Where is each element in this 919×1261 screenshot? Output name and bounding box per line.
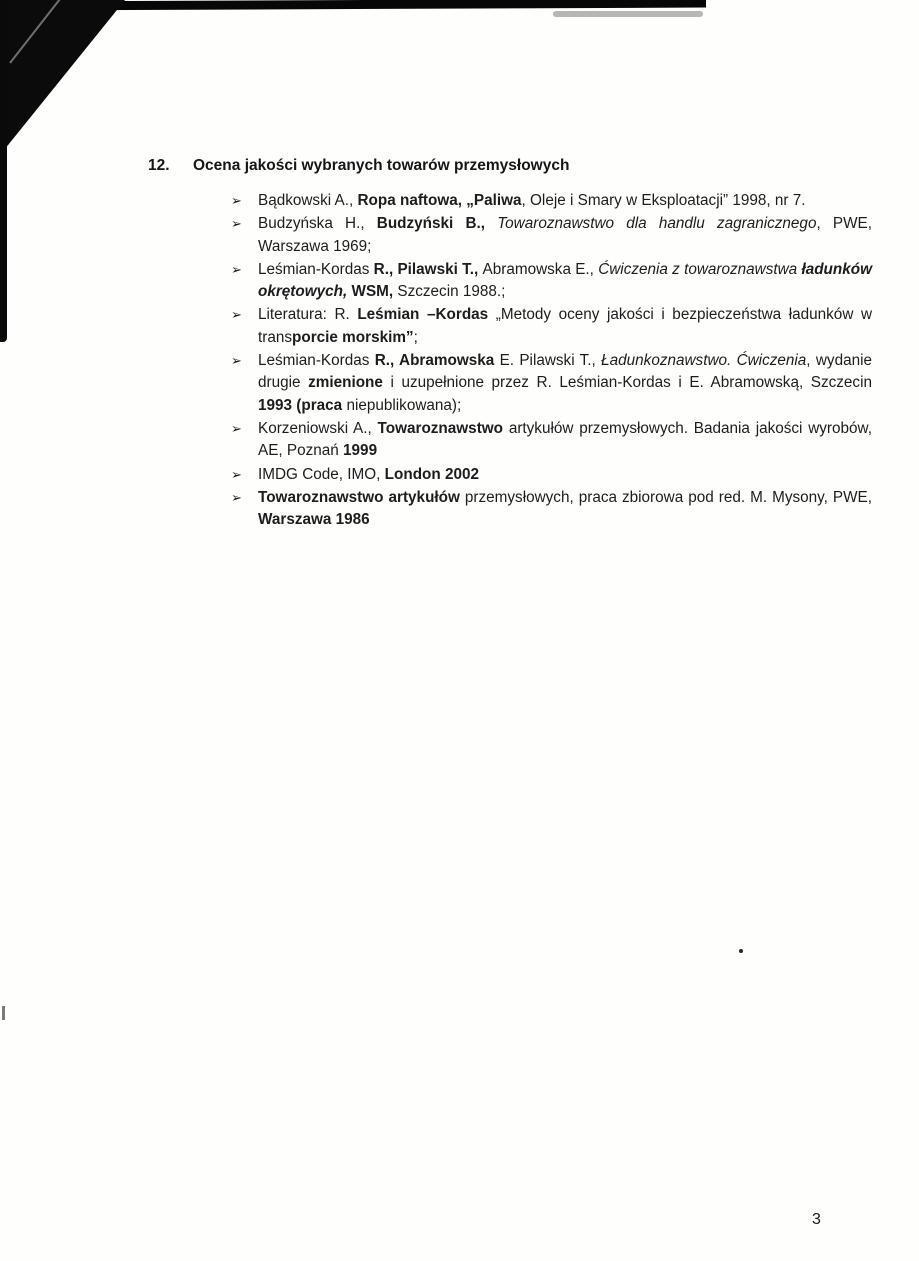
list-bullet-icon: ➢ — [231, 308, 242, 324]
bibliography-item-text: Literatura: R. Leśmian –Kordas „Metody oceny jakości i bezpieczeństwa ładunków w transporcie morskim”; — [258, 306, 872, 346]
page-number: 3 — [812, 1211, 821, 1228]
section-number: 12. — [148, 157, 170, 174]
bibliography-item — [231, 259, 872, 304]
scan-artifact-left-edge — [0, 0, 7, 342]
scan-artifact-dot — [739, 949, 743, 953]
bibliography-item — [231, 213, 872, 258]
scan-artifact-left-tick — [2, 1006, 5, 1020]
bibliography-item — [231, 487, 872, 532]
list-bullet-icon: ➢ — [231, 194, 242, 209]
list-bullet-icon: ➢ — [231, 354, 242, 370]
bibliography-item — [231, 350, 872, 417]
section-title: Ocena jakości wybranych towarów przemysłowych — [193, 157, 570, 174]
bibliography-item-text: Leśmian-Kordas R., Abramowska E. Pilawski T., Ładunkoznawstwo. Ćwiczenia, wydanie drugie zmienione i uzupełnione przez R. Leśmian-Kordas i E. Abramowską, Szczecin 1993 (praca niepublikowana); — [258, 352, 872, 414]
scan-artifact-corner — [0, 0, 125, 155]
bibliography-list — [231, 190, 872, 532]
list-bullet-icon: ➢ — [231, 262, 242, 278]
list-bullet-icon: ➢ — [231, 490, 242, 506]
scan-artifact-top-smudge — [553, 11, 703, 17]
list-bullet-icon: ➢ — [231, 217, 242, 233]
bibliography-item — [231, 418, 872, 463]
section-heading — [148, 157, 569, 175]
bibliography-item-text: Budzyńska H., Budzyński B., Towaroznawstwo dla handlu zagranicznego, PWE, Warszawa 1969; — [258, 215, 872, 255]
bibliography-item — [231, 304, 872, 349]
scan-artifact-top-edge — [26, 0, 706, 10]
bibliography-item-text: IMDG Code, IMO, London 2002 — [258, 465, 479, 483]
bibliography-item-text: Leśmian-Kordas R., Pilawski T., Abramowska E., Ćwiczenia z towaroznawstwa ładunków okrętowych, WSM, Szczecin 1988.; — [258, 260, 872, 301]
list-bullet-icon: ➢ — [231, 467, 242, 483]
bibliography-item — [231, 464, 872, 486]
bibliography-item-text: Korzeniowski A., Towaroznawstwo artykułów przemysłowych. Badania jakości wyrobów, AE, Poznań 1999 — [258, 419, 872, 460]
list-bullet-icon: ➢ — [231, 421, 242, 437]
bibliography-item-text: Towaroznawstwo artykułów przemysłowych, praca zbiorowa pod red. M. Mysony, PWE, Warszawa 1986 — [258, 488, 872, 529]
bibliography-item-text: Bądkowski A., Ropa naftowa, „Paliwa, Oleje i Smary w Eksploatacji” 1998, nr 7. — [258, 192, 806, 209]
bibliography-item — [231, 190, 872, 212]
